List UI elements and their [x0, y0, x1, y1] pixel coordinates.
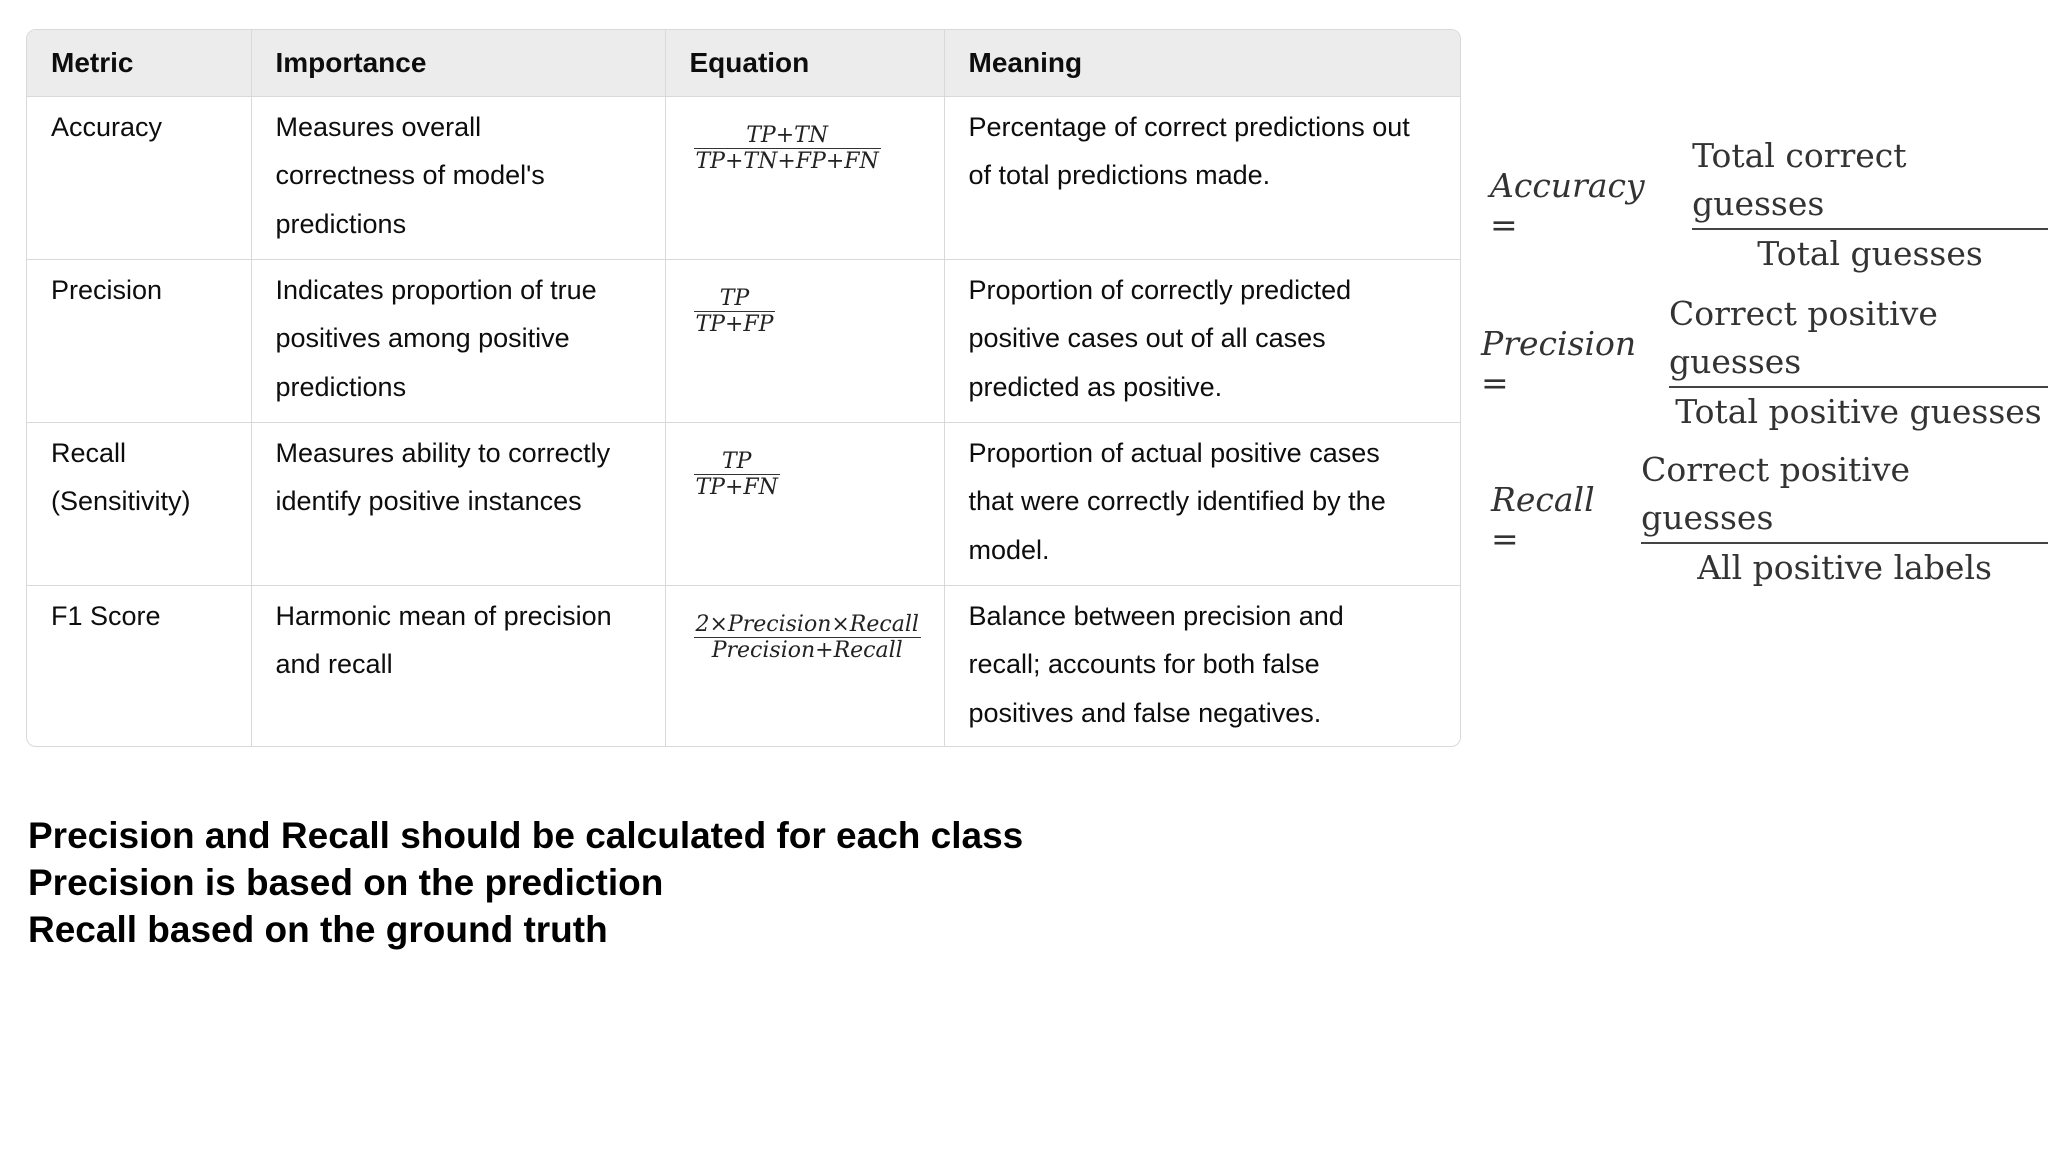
formula-denominator: Total guesses — [1757, 234, 1983, 273]
equation-numerator: TP — [721, 448, 752, 474]
note-line: Precision and Recall should be calculated for each class — [28, 815, 1024, 856]
formula-lhs: Accuracy = — [1490, 166, 1645, 244]
formula-numerator: Correct positive guesses — [1641, 450, 1911, 537]
cell-line: and recall — [275, 649, 393, 679]
header-metric: Metric — [27, 30, 251, 96]
header-equation: Equation — [665, 30, 944, 96]
cell-meaning — [944, 422, 1460, 585]
cell-line: positive cases out of all cases — [968, 323, 1326, 353]
cell-equation — [665, 96, 944, 259]
note-line: Recall based on the ground truth — [28, 909, 608, 950]
equation-fraction — [694, 286, 776, 337]
cell-line: Indicates proportion of true — [275, 274, 597, 305]
cell-line: recall; accounts for both false — [968, 649, 1320, 679]
cell-line: Measures ability to correctly — [275, 437, 611, 468]
header-importance: Importance — [251, 30, 665, 96]
cell-line: predicted as positive. — [968, 371, 1223, 402]
cell-importance — [251, 585, 665, 747]
cell-line: Precision — [51, 274, 163, 305]
equation-numerator: TP — [719, 285, 750, 311]
formula-fraction — [1692, 132, 2048, 278]
cell-metric — [27, 259, 251, 422]
formula-lhs: Precision = — [1481, 324, 1637, 402]
table-row-accuracy — [27, 96, 1460, 259]
header-meaning: Meaning — [944, 30, 1460, 96]
cell-line: model. — [968, 534, 1050, 565]
equation-denominator: TP+TN+FP+FN — [695, 148, 879, 174]
equation-fraction — [694, 123, 881, 174]
cell-meaning — [944, 96, 1460, 259]
cell-meaning — [944, 259, 1460, 422]
cell-metric — [27, 422, 251, 585]
cell-line: positives among positive — [275, 323, 570, 353]
cell-metric — [27, 585, 251, 747]
equation-fraction — [694, 449, 780, 500]
table-header-row — [27, 30, 1460, 96]
cell-line: F1 Score — [51, 600, 161, 631]
recall-formula — [1491, 446, 2048, 592]
formula-numerator: Correct positive guesses — [1668, 294, 1938, 381]
equation-denominator: TP+FN — [695, 474, 778, 500]
formula-numerator: Total correct guesses — [1692, 136, 1907, 223]
cell-line: Balance between precision and — [968, 600, 1344, 631]
note-line: Precision is based on the prediction — [28, 862, 664, 903]
cell-line: (Sensitivity) — [51, 486, 191, 516]
equation-denominator: TP+FP — [695, 311, 774, 337]
cell-line: Recall — [51, 437, 127, 468]
cell-line: identify positive instances — [275, 486, 582, 516]
cell-line: positives and false negatives. — [968, 697, 1322, 728]
metrics-table — [26, 29, 1461, 747]
cell-line: predictions — [275, 208, 407, 239]
cell-line: of total predictions made. — [968, 160, 1271, 190]
cell-line: Proportion of actual positive cases — [968, 437, 1380, 468]
table-row-recall — [27, 422, 1460, 585]
cell-line: correctness of model's — [275, 160, 545, 190]
table-row-f1-score — [27, 585, 1460, 747]
notes — [28, 812, 1023, 953]
table-row-precision — [27, 259, 1460, 422]
formula-denominator: Total positive guesses — [1675, 392, 2042, 431]
cell-importance — [251, 96, 665, 259]
formula-denominator: All positive labels — [1697, 548, 1992, 587]
equation-denominator: Precision+Recall — [711, 637, 903, 663]
cell-equation — [665, 259, 944, 422]
formula-fraction — [1641, 446, 2048, 592]
precision-formula — [1481, 290, 2048, 436]
cell-line: Proportion of correctly predicted — [968, 274, 1352, 305]
accuracy-formula — [1490, 132, 2048, 278]
cell-line: Measures overall — [275, 111, 482, 142]
cell-line: predictions — [275, 371, 407, 402]
cell-meaning — [944, 585, 1460, 747]
cell-line: that were correctly identified by the — [968, 486, 1386, 516]
cell-line: Percentage of correct predictions out — [968, 111, 1410, 142]
cell-equation — [665, 422, 944, 585]
equation-fraction — [694, 612, 921, 663]
equation-numerator: 2×Precision×Recall — [695, 611, 919, 637]
cell-importance — [251, 259, 665, 422]
formula-fraction — [1669, 290, 2048, 436]
cell-importance — [251, 422, 665, 585]
formula-lhs: Recall = — [1491, 480, 1595, 558]
cell-line: Accuracy — [51, 111, 163, 142]
equation-numerator: TP+TN — [746, 122, 829, 148]
cell-line: Harmonic mean of precision — [275, 600, 612, 631]
cell-metric — [27, 96, 251, 259]
cell-equation — [665, 585, 944, 747]
